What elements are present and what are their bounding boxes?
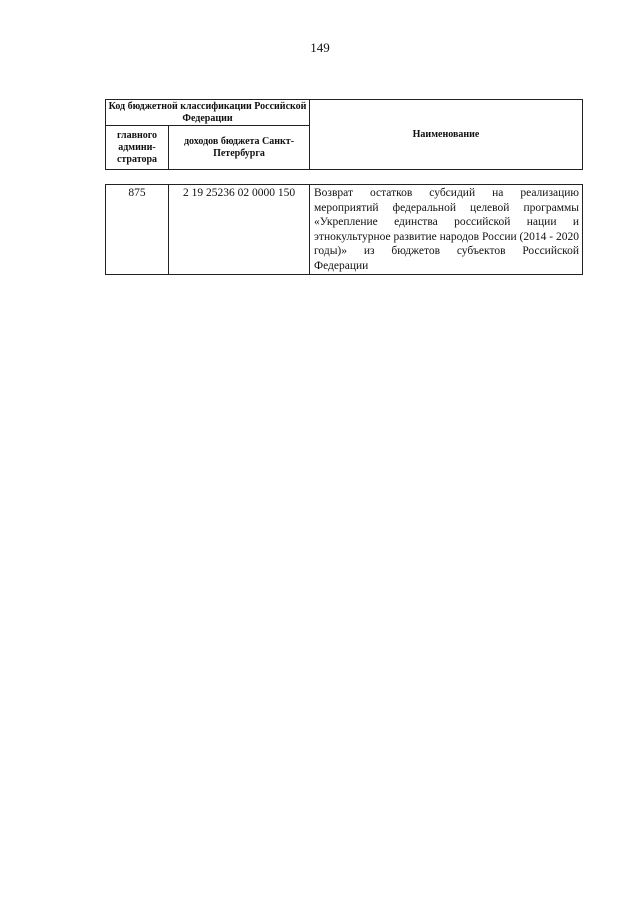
table-row <box>106 185 583 275</box>
budget-table <box>105 184 583 275</box>
table-header <box>105 99 583 170</box>
admin-column-header: главного админи- стратора <box>106 126 169 170</box>
admin-code-cell: 875 <box>106 185 169 275</box>
budget-classification-header: Код бюджетной классификации Российской Федерации <box>106 100 310 126</box>
name-column-header: Наименование <box>310 100 583 170</box>
revenue-code-cell: 2 19 25236 02 0000 150 <box>169 185 310 275</box>
page-number: 149 <box>310 40 330 55</box>
revenue-column-header: доходов бюджета Санкт-Петербурга <box>169 126 310 170</box>
name-cell: Возврат остатков субсидий на реализацию мероприятий федеральной целевой программы «Укрепление единства российской нации и этнокультурное развитие народов России (2014 - 2020 годы)» из бюджетов субъектов Российской Федерации <box>310 185 583 275</box>
